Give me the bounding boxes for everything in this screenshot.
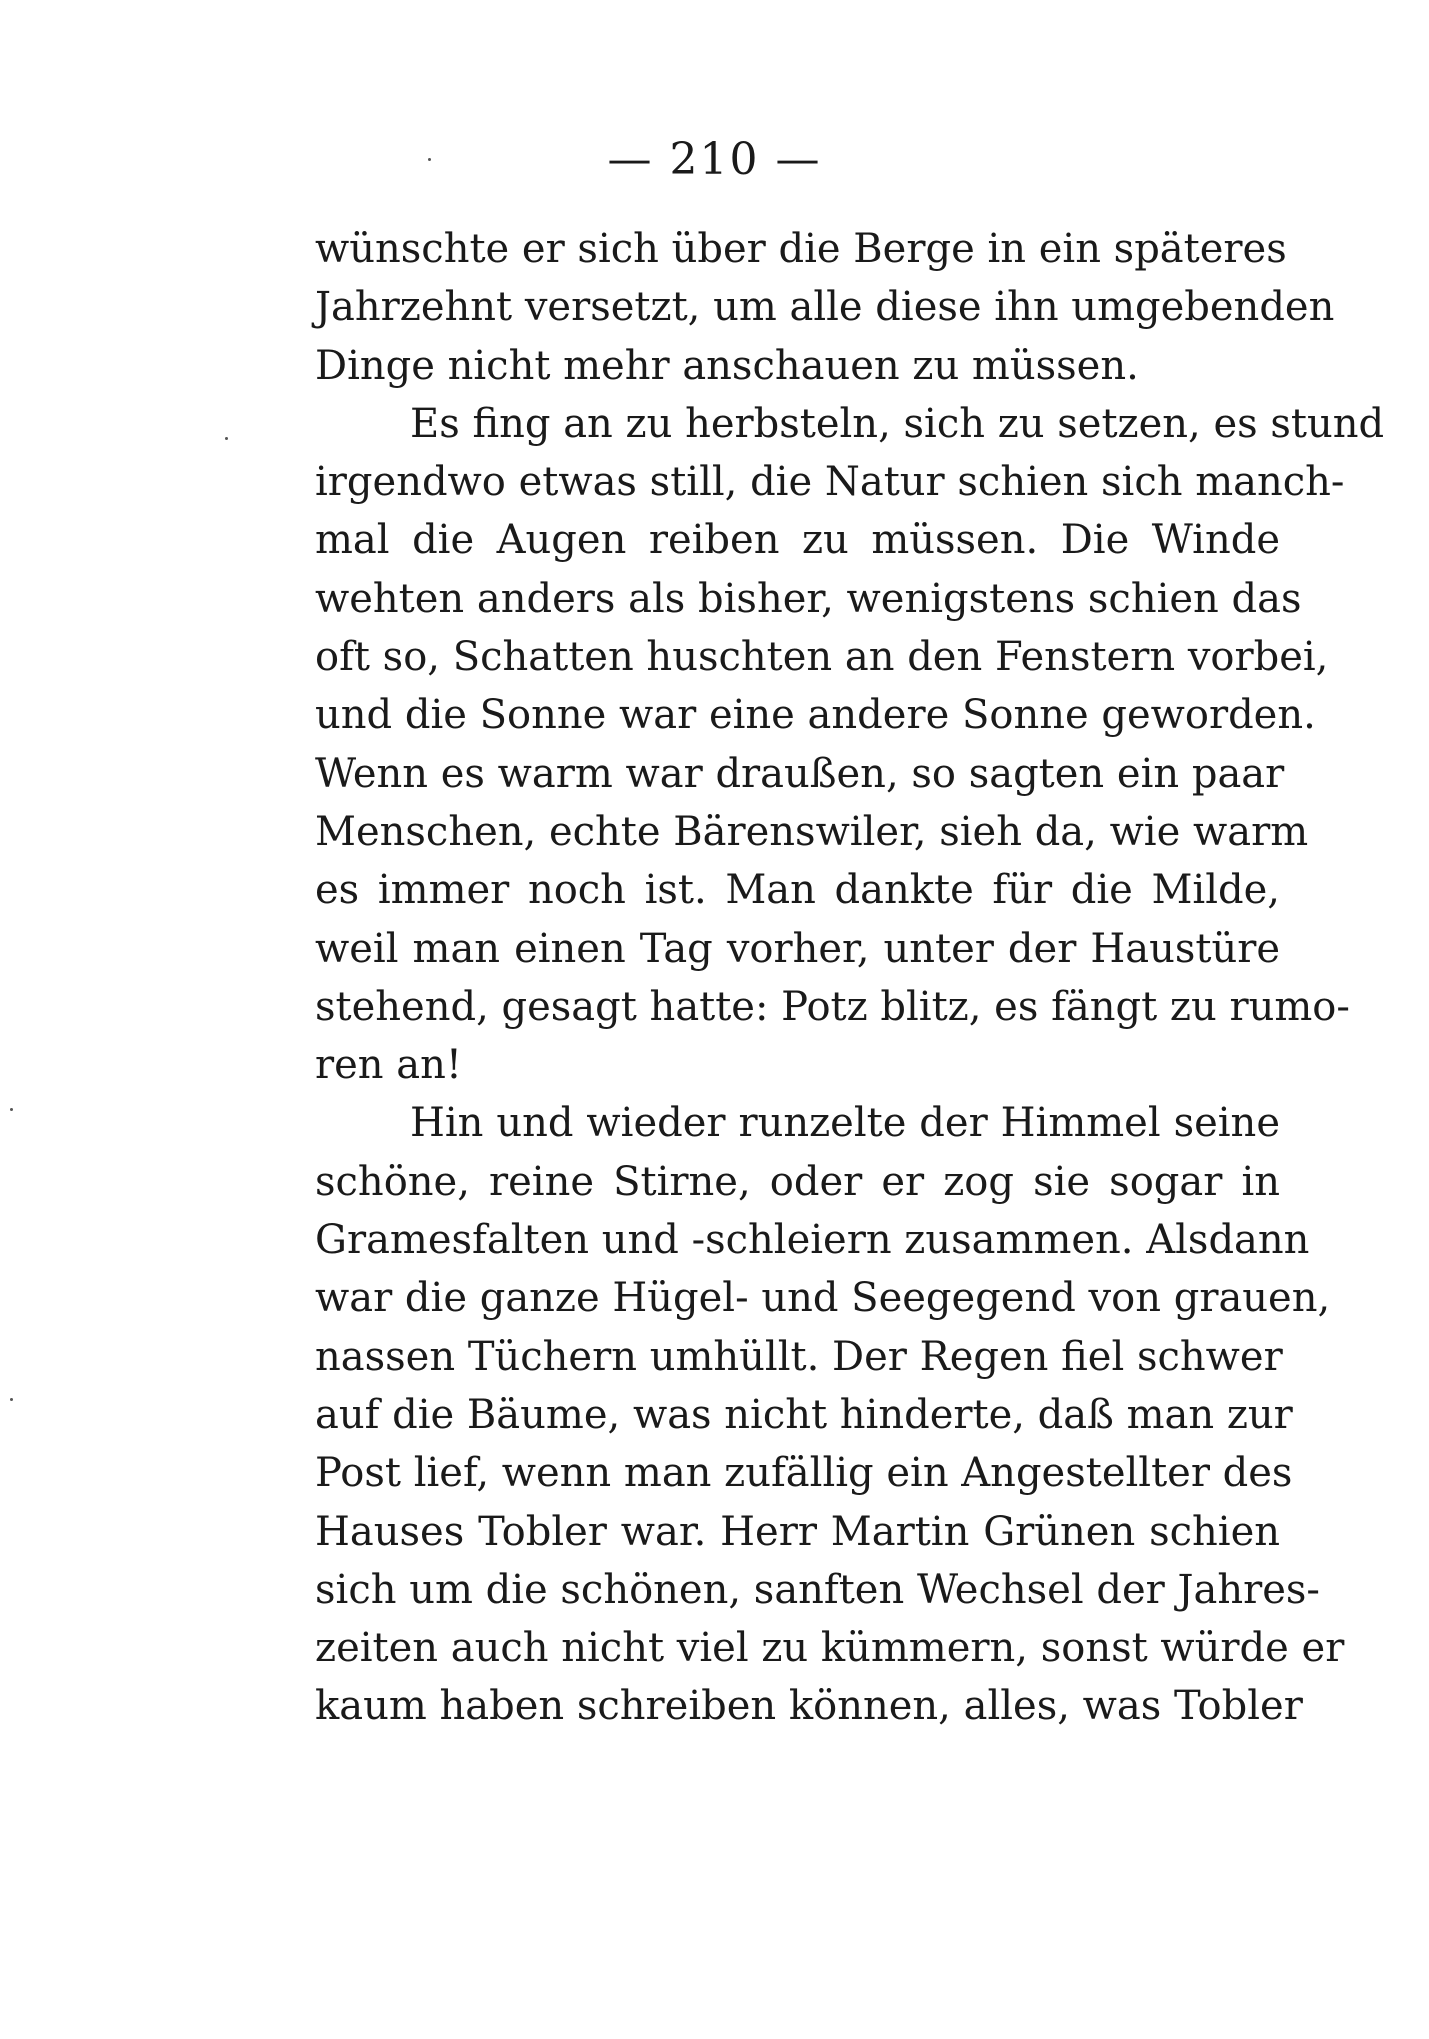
- text-line: es immer noch ist. Man dankte für die Milde,: [315, 867, 1280, 914]
- paper-speck: [10, 1398, 13, 1401]
- text-line: wehten anders als bisher, wenigstens schien das: [315, 575, 1302, 622]
- text-line: stehend, gesagt hatte: Potz blitz, es fängt zu rumo-: [315, 983, 1350, 1030]
- text-line: Hauses Tobler war. Herr Martin Grünen schien: [315, 1508, 1280, 1555]
- paper-speck: [428, 158, 431, 161]
- text-line: weil man einen Tag vorher, unter der Haustüre: [315, 925, 1280, 972]
- text-line: ren an!: [315, 1042, 462, 1089]
- text-line: wünschte er sich über die Berge in ein späteres: [315, 226, 1287, 272]
- text-line: auf die Bäume, was nicht hinderte, daß man zur: [315, 1391, 1293, 1438]
- page-number: — 210 —: [607, 134, 822, 185]
- text-line: irgendwo etwas still, die Natur schien sich manch-: [315, 459, 1345, 506]
- text-line: Wenn es warm war draußen, so sagten ein paar: [315, 750, 1285, 797]
- text-line: mal die Augen reiben zu müssen. Die Winde: [315, 517, 1280, 564]
- text-line: und die Sonne war eine andere Sonne geworden.: [315, 692, 1316, 739]
- text-line: Gramesfalten und -schleiern zusammen. Alsdann: [315, 1217, 1310, 1264]
- text-line: nassen Tüchern umhüllt. Der Regen fiel schwer: [315, 1333, 1283, 1380]
- text-line: sich um die schönen, sanften Wechsel der Jahres-: [315, 1566, 1320, 1613]
- text-line: Post lief, wenn man zufällig ein Angestellter des: [315, 1450, 1293, 1497]
- text-line: kaum haben schreiben können, alles, was Tobler: [315, 1683, 1303, 1730]
- paper-speck: [225, 437, 228, 440]
- body-text: [315, 220, 1385, 1736]
- paragraph-first-line: Es fing an zu herbsteln, sich zu setzen, es stund: [410, 400, 1385, 447]
- text-line: war die ganze Hügel- und Seegegend von grauen,: [315, 1275, 1331, 1322]
- text-line: Menschen, echte Bärenswiler, sieh da, wie warm: [315, 808, 1309, 855]
- paper-speck: [10, 1108, 13, 1111]
- paragraph-first-line: Hin und wieder runzelte der Himmel seine: [410, 1100, 1280, 1147]
- text-line: zeiten auch nicht viel zu kümmern, sonst würde er: [315, 1625, 1345, 1672]
- text-line: Jahrzehnt versetzt, um alle diese ihn umgebenden: [315, 284, 1335, 331]
- text-line: oft so, Schatten huschten an den Fenstern vorbei,: [315, 634, 1329, 681]
- text-line: Dinge nicht mehr anschauen zu müssen.: [315, 342, 1139, 389]
- text-line: schöne, reine Stirne, oder er zog sie sogar in: [315, 1158, 1280, 1205]
